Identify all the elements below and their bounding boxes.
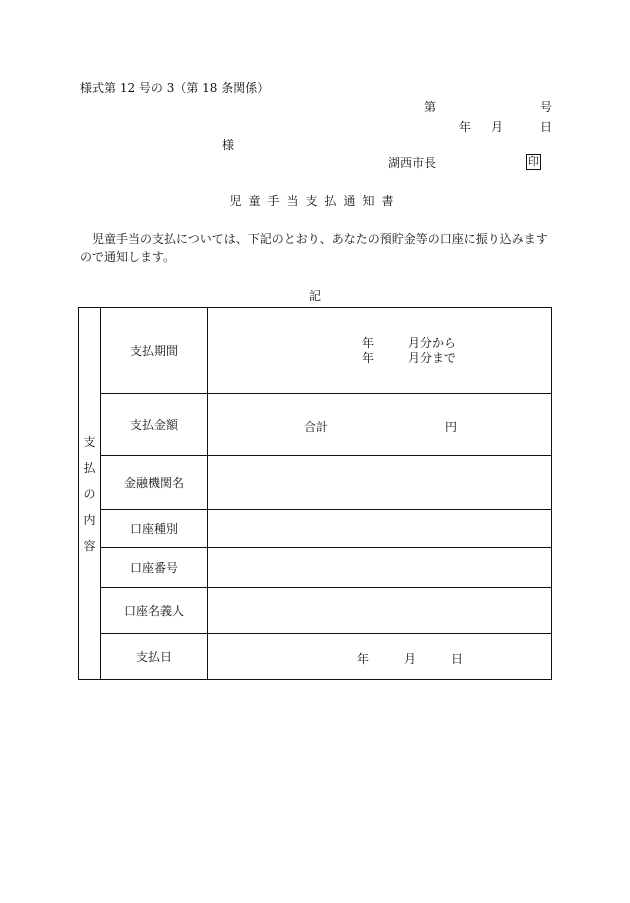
seal-stamp: 印 xyxy=(528,155,539,168)
pay-date-value xyxy=(208,634,552,680)
document-title: 児童手当支払通知書 xyxy=(229,194,401,208)
vertical-char: 払 xyxy=(83,460,96,475)
period-from-year: 年 xyxy=(362,336,375,350)
payment-period-label: 支払期間 xyxy=(101,308,208,394)
pay-date-year: 年 xyxy=(357,652,370,666)
period-to-month: 月分まで xyxy=(408,351,457,365)
vertical-char: 内 xyxy=(83,512,96,527)
issue-date-year: 年 xyxy=(459,120,472,134)
notice-body-text: 児童手当の支払については、下記のとおり、あなたの預貯金等の口座に振り込みますので通知します。 xyxy=(80,232,548,264)
vertical-char: 支 xyxy=(83,434,96,449)
document-number-suffix: 号 xyxy=(540,100,553,114)
bank-name-label: 金融機関名 xyxy=(101,456,208,510)
ki-heading: 記 xyxy=(308,289,321,303)
period-from-line xyxy=(362,336,456,350)
pay-date-label: 支払日 xyxy=(101,634,208,680)
account-holder-label: 口座名義人 xyxy=(101,588,208,634)
amount-yen-unit: 円 xyxy=(445,420,458,434)
issue-date-day: 日 xyxy=(540,120,553,134)
account-number-value xyxy=(208,548,552,588)
payment-content-vertical-label xyxy=(79,308,101,680)
table-row-amount xyxy=(79,394,552,456)
payment-details-table xyxy=(78,307,552,680)
table-row-pay-date xyxy=(79,634,552,680)
period-to-line xyxy=(362,351,456,365)
vertical-char: の xyxy=(83,486,96,501)
issue-date-month: 月 xyxy=(491,120,504,134)
addressee-suffix: 様 xyxy=(222,138,235,152)
form-number: 様式第 12 号の 3（第 18 条関係） xyxy=(80,81,270,95)
pay-date-month: 月 xyxy=(404,652,417,666)
vertical-char: 容 xyxy=(83,538,96,553)
period-from-month: 月分から xyxy=(408,336,457,350)
table-row-account-holder xyxy=(79,588,552,634)
table-row-bank xyxy=(79,456,552,510)
payment-period-value xyxy=(208,308,552,394)
table-row-account-type xyxy=(79,510,552,548)
bank-name-value xyxy=(208,456,552,510)
account-number-label: 口座番号 xyxy=(101,548,208,588)
amount-total-label: 合計 xyxy=(304,420,329,434)
table-row-account-number xyxy=(79,548,552,588)
pay-date-day: 日 xyxy=(451,652,464,666)
account-type-value xyxy=(208,510,552,548)
document-number-prefix: 第 xyxy=(424,100,437,114)
payment-amount-label: 支払金額 xyxy=(101,394,208,456)
table-row-period xyxy=(79,308,552,394)
period-to-year: 年 xyxy=(362,351,375,365)
issuer-name: 湖西市長 xyxy=(388,156,437,170)
account-holder-value xyxy=(208,588,552,634)
payment-amount-value xyxy=(208,394,552,456)
account-type-label: 口座種別 xyxy=(101,510,208,548)
